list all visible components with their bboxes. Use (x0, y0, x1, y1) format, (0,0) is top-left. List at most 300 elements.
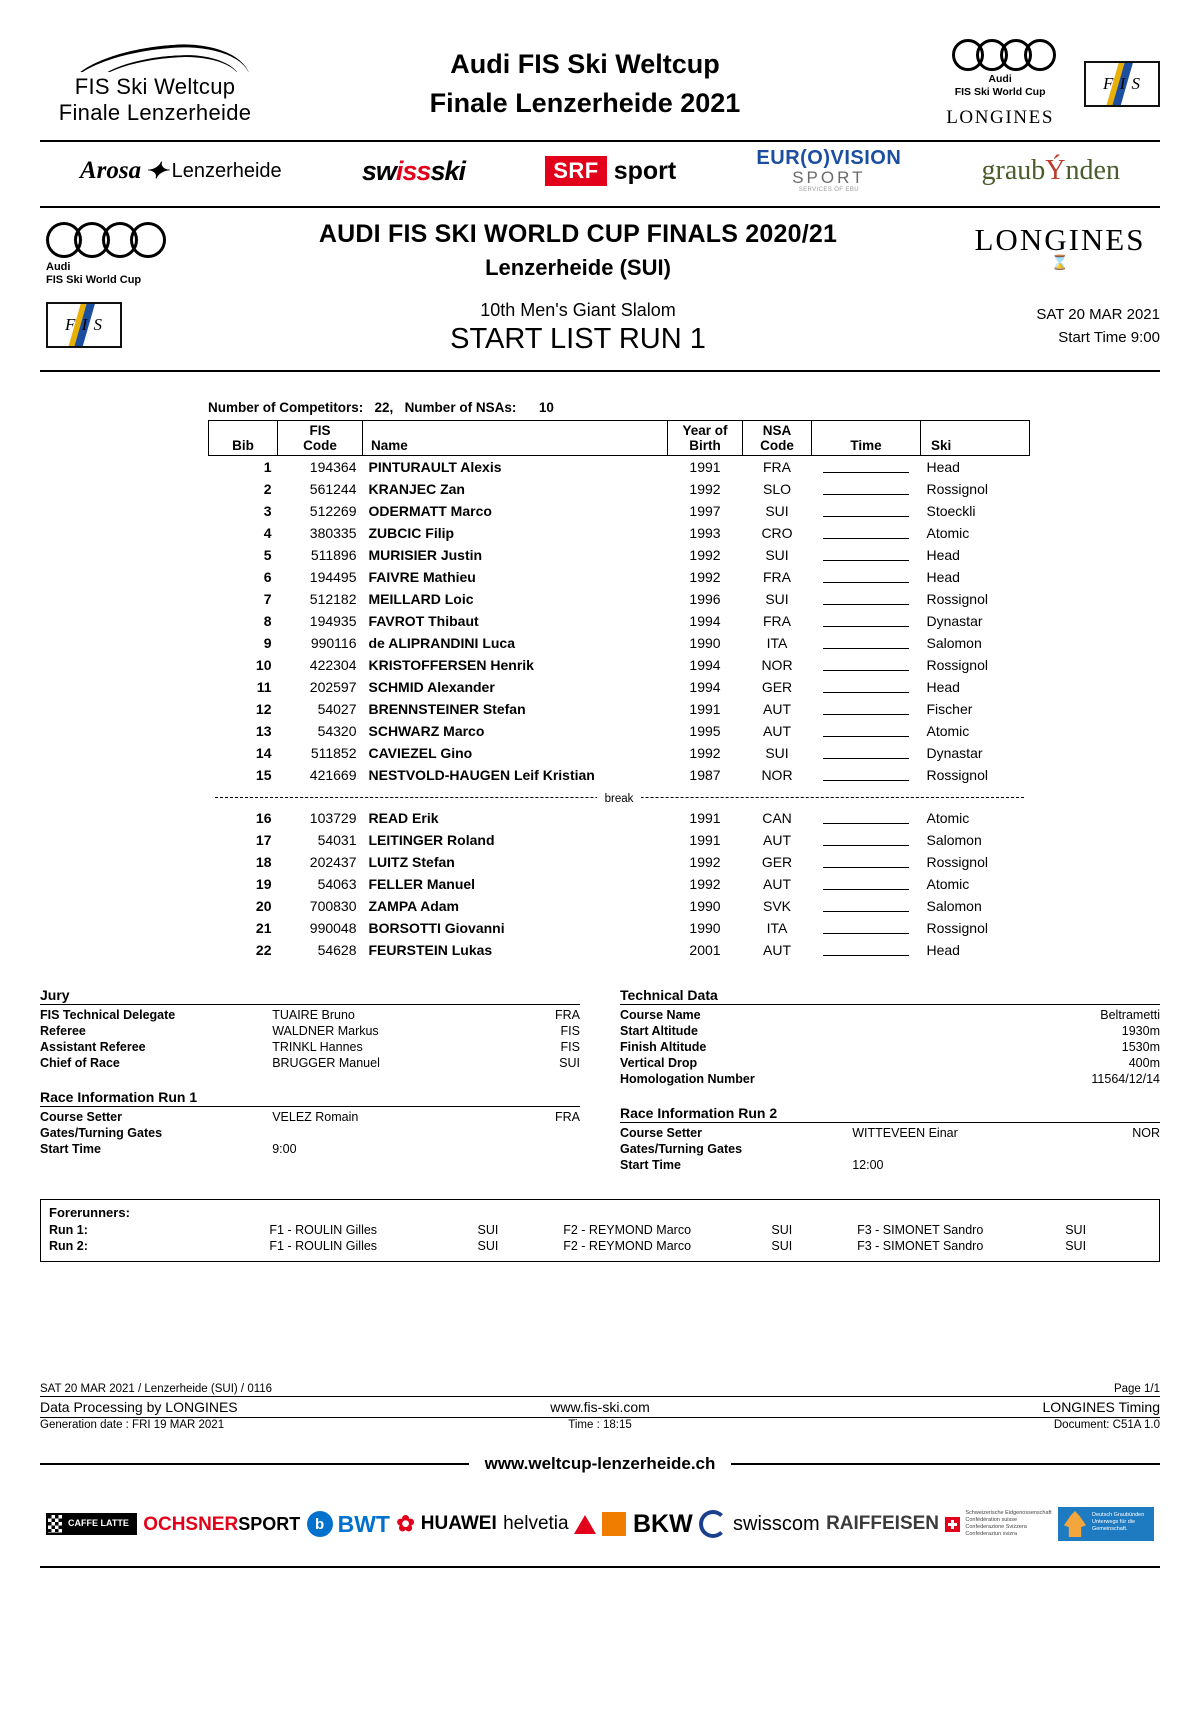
cell-fis-code: 54031 (317, 832, 357, 848)
race-subtitle-band (40, 300, 1160, 364)
th-nsa-l1: NSA (762, 423, 792, 438)
cell-nsa-code: ITA (766, 635, 788, 651)
forerunner-2-nation: SUI (771, 1239, 793, 1253)
time-write-line (823, 723, 909, 737)
race-info-run2-key: Start Time (620, 1158, 681, 1172)
cell-ski: Atomic (926, 525, 970, 541)
cell-nsa-code: NOR (761, 657, 793, 673)
document-footer (40, 1382, 1160, 1432)
ochsner-line-1: OCHSNER (143, 1513, 239, 1535)
swiss-confederation-logo (945, 1510, 1051, 1538)
forerunner-3-name: F3 - SIMONET Sandro (857, 1239, 984, 1253)
table-row (209, 873, 1030, 895)
break-divider (215, 789, 1024, 805)
audi-logo-band (40, 208, 196, 300)
race-name: 10th Men's Giant Slalom (480, 300, 676, 320)
jury-role: Chief of Race (40, 1056, 120, 1070)
cell-bib: 6 (263, 569, 272, 585)
footer-event-ref: SAT 20 MAR 2021 / Lenzerheide (SUI) / 0116 (40, 1383, 273, 1395)
cell-year-of-birth: 1990 (689, 920, 721, 936)
longines-logo-small: LONGINES (946, 106, 1054, 128)
cell-year-of-birth: 1994 (689, 679, 721, 695)
cell-name: de ALIPRANDINI Luca (368, 635, 515, 651)
race-info-run1-key: Gates/Turning Gates (40, 1126, 163, 1140)
cell-bib: 19 (255, 876, 272, 892)
time-write-line (823, 569, 909, 583)
raiffeisen-logo: RAIFFEISEN (826, 1513, 940, 1534)
cell-time (812, 544, 921, 566)
cell-name: FAVROT Thibaut (368, 613, 479, 629)
technical-data-table (620, 1007, 1160, 1087)
forerunner-row (49, 1222, 1151, 1238)
cell-year-of-birth: 1992 (689, 876, 721, 892)
th-fis-code-l1: FIS (309, 423, 331, 438)
cell-ski: Rossignol (926, 854, 988, 870)
race-start-time: Start Time 9:00 (1058, 328, 1160, 346)
jury-nation: FRA (555, 1008, 580, 1022)
race-info-run2-nation (1079, 1157, 1160, 1173)
cell-year-of-birth: 1990 (689, 898, 721, 914)
swissski-part-1: sw (361, 155, 396, 186)
cell-ski: Salomon (926, 635, 982, 651)
cell-nsa-code: AUT (763, 876, 791, 892)
time-write-line (823, 876, 909, 890)
race-info-run2-nation: NOR (1132, 1126, 1160, 1140)
table-row (209, 632, 1030, 654)
cell-nsa-code: SUI (765, 591, 789, 607)
technical-data-value: Beltrametti (1100, 1008, 1160, 1022)
nsas-label: Number of NSAs: (404, 400, 517, 415)
race-info-run2-row (620, 1125, 1160, 1141)
cell-time (812, 829, 921, 851)
cell-fis-code: 422304 (309, 657, 357, 673)
technical-data-row (620, 1039, 1160, 1055)
jury-role: Referee (40, 1024, 86, 1038)
cell-ski: Salomon (926, 898, 982, 914)
jury-nation: FIS (560, 1024, 580, 1038)
table-header (209, 421, 1030, 456)
gemeinschaft-line-2: Unterwegs für die (1091, 1518, 1136, 1525)
cell-fis-code: 194364 (309, 459, 357, 475)
cell-time (812, 720, 921, 742)
start-list-document (0, 34, 1200, 1732)
cell-nsa-code: AUT (763, 723, 791, 739)
swisscom-logo (699, 1510, 820, 1538)
cell-ski: Atomic (926, 723, 970, 739)
time-write-line (823, 459, 909, 473)
race-info-run2-value: WITTEVEEN Einar (852, 1126, 958, 1140)
footer-top-row (40, 1382, 1160, 1396)
cell-year-of-birth: 1991 (689, 701, 721, 717)
cell-bib: 8 (263, 613, 272, 629)
bkw-square-icon (602, 1512, 626, 1536)
cell-name: FEURSTEIN Lukas (368, 942, 493, 958)
table-row (209, 742, 1030, 764)
cell-time (812, 676, 921, 698)
cell-ski: Rossignol (926, 767, 988, 783)
header-divider-3 (40, 370, 1160, 372)
swissski-part-3: ski (430, 155, 465, 186)
helvetia-logo (503, 1513, 596, 1535)
cell-time (812, 610, 921, 632)
table-row (209, 895, 1030, 917)
event-title-line-1: Audi FIS Ski Weltcup (450, 48, 720, 79)
table-row (209, 676, 1030, 698)
cell-name: MURISIER Justin (368, 547, 483, 563)
footer-spacer (410, 1383, 791, 1395)
cell-ski: Dynastar (926, 745, 983, 761)
th-ski: Ski (921, 421, 1030, 456)
caffe-latte-text: CAFFE LATTE (68, 1518, 129, 1529)
event-title-block (270, 45, 900, 123)
table-row (209, 764, 1030, 786)
audi-caption-line-1: Audi (46, 260, 71, 273)
forerunner-1-nation: SUI (477, 1239, 499, 1253)
cell-bib: 3 (263, 503, 272, 519)
forerunner-run-label: Run 2: (49, 1239, 88, 1253)
helvetia-triangle-icon (574, 1515, 596, 1534)
cell-nsa-code: FRA (763, 569, 791, 585)
jury-title: Jury (40, 987, 580, 1005)
cell-time (812, 917, 921, 939)
race-info-run1-value: 9:00 (272, 1142, 297, 1156)
cell-name: LEITINGER Roland (368, 832, 495, 848)
cell-bib: 14 (255, 745, 272, 761)
gemeinschaft-line-3: Gemeinschaft. (1091, 1525, 1128, 1532)
race-info-run2-title: Race Information Run 2 (620, 1105, 1160, 1123)
swiss-conf-line-2: Confédération suisse (965, 1517, 1018, 1524)
cell-name: MEILLARD Loic (368, 591, 474, 607)
cell-fis-code: 380335 (309, 525, 357, 541)
race-info-run1-nation (499, 1125, 580, 1141)
forerunners-table (49, 1222, 1151, 1254)
swiss-conf-line-3: Confederazione Svizzera (965, 1524, 1027, 1530)
race-date-block (960, 300, 1160, 349)
table-row (209, 654, 1030, 676)
jury-name: BRUGGER Manuel (272, 1056, 380, 1070)
cell-nsa-code: SLO (762, 481, 791, 497)
jury-name: TRINKL Hannes (272, 1040, 363, 1054)
table-row (209, 851, 1030, 873)
cell-year-of-birth: 1992 (689, 481, 721, 497)
cell-ski: Atomic (926, 810, 970, 826)
time-write-line (823, 832, 909, 846)
technical-data-key: Start Altitude (620, 1024, 699, 1038)
arosa-text: Arosa (80, 157, 142, 184)
technical-data-key: Finish Altitude (620, 1040, 707, 1054)
ochsner-sport-logo (143, 1515, 300, 1534)
cell-fis-code: 54027 (317, 701, 357, 717)
race-info-run2-row (620, 1157, 1160, 1173)
jury-name: WALDNER Markus (272, 1024, 379, 1038)
bottom-divider (40, 1566, 1160, 1568)
cell-nsa-code: GER (761, 854, 793, 870)
cell-bib: 17 (255, 832, 272, 848)
start-list-table (208, 420, 1030, 961)
time-write-line (823, 745, 909, 759)
cell-nsa-code: AUT (763, 832, 791, 848)
time-write-line (823, 503, 909, 517)
audi-caption (46, 261, 141, 286)
cell-ski: Fischer (926, 701, 973, 717)
info-column-right (600, 987, 1160, 1191)
cell-name: FELLER Manuel (368, 876, 476, 892)
srf-sport-text: sport (613, 156, 677, 185)
url-rule-left (40, 1463, 469, 1465)
table-row (209, 544, 1030, 566)
cell-time (812, 698, 921, 720)
forerunner-1-nation: SUI (477, 1223, 499, 1237)
audi-caption (955, 73, 1046, 97)
cell-fis-code: 512269 (309, 503, 357, 519)
technical-data-box (620, 987, 1160, 1087)
cell-fis-code: 512182 (309, 591, 357, 607)
jury-row (40, 1055, 580, 1071)
time-write-line (823, 547, 909, 561)
race-info-run2-box (620, 1105, 1160, 1173)
footer-bottom-row (40, 1418, 1160, 1432)
bkw-logo (602, 1510, 693, 1539)
graubunden-part-2: nden (1065, 155, 1120, 186)
footer-page-number: Page 1/1 (1113, 1383, 1160, 1395)
race-info-run2-value (852, 1141, 1079, 1157)
cell-name: ZUBCIC Filip (368, 525, 455, 541)
race-info-run2-value: 12:00 (852, 1158, 884, 1172)
time-write-line (823, 920, 909, 934)
th-nsa-l2: Code (760, 438, 794, 453)
table-row (209, 917, 1030, 939)
cell-ski: Rossignol (926, 920, 988, 936)
jury-role: Assistant Referee (40, 1040, 146, 1054)
race-date: SAT 20 MAR 2021 (1036, 306, 1160, 323)
cell-year-of-birth: 1995 (689, 723, 721, 739)
jury-row (40, 1007, 580, 1023)
forerunner-1-name: F1 - ROULIN Gilles (269, 1239, 378, 1253)
bkw-text: BKW (632, 1509, 693, 1538)
cell-name: NESTVOLD-HAUGEN Leif Kristian (368, 767, 595, 783)
eurovision-line-1: EUR(O)VISION (756, 147, 902, 170)
audi-caption-line-1: Audi (988, 73, 1012, 86)
time-write-line (823, 810, 909, 824)
cell-name: READ Erik (368, 810, 439, 826)
race-info-run1-nation: FRA (555, 1110, 580, 1124)
technical-data-key: Vertical Drop (620, 1056, 698, 1070)
cell-bib: 21 (255, 920, 272, 936)
swiss-confederation-text (965, 1510, 1051, 1538)
cell-time (812, 764, 921, 786)
cell-time (812, 632, 921, 654)
th-yob-l1: Year of (682, 423, 728, 438)
race-info-run1-box (40, 1089, 580, 1157)
forerunner-3-name: F3 - SIMONET Sandro (857, 1223, 984, 1237)
table-row (209, 720, 1030, 742)
cell-year-of-birth: 1992 (689, 547, 721, 563)
technical-data-value: 400m (1128, 1056, 1160, 1070)
cell-time (812, 500, 921, 522)
cell-fis-code: 561244 (309, 481, 357, 497)
cell-nsa-code: SUI (765, 745, 789, 761)
cell-bib: 16 (255, 810, 272, 826)
eurovision-sport-logo (756, 148, 901, 193)
cell-fis-code: 194495 (309, 569, 357, 585)
th-name: Name (363, 421, 668, 456)
table-row (209, 478, 1030, 500)
footer-timing: LONGINES Timing (1042, 1399, 1160, 1415)
race-info-run2-key: Gates/Turning Gates (620, 1142, 743, 1156)
cell-name: FAIVRE Mathieu (368, 569, 476, 585)
cell-ski: Head (926, 547, 960, 563)
time-write-line (823, 701, 909, 715)
race-info-run2-nation (1079, 1141, 1160, 1157)
break-label: break (597, 793, 642, 805)
cell-name: SCHWARZ Marco (368, 723, 485, 739)
time-write-line (823, 942, 909, 956)
cell-ski: Dynastar (926, 613, 983, 629)
table-row (209, 456, 1030, 479)
cell-year-of-birth: 1993 (689, 525, 721, 541)
cell-ski: Rossignol (926, 591, 988, 607)
checker-pattern-icon (48, 1515, 62, 1533)
jury-box (40, 987, 580, 1071)
technical-data-value: 1930m (1121, 1024, 1160, 1038)
cell-name: LUITZ Stefan (368, 854, 455, 870)
jury-nation: FIS (560, 1040, 580, 1054)
swisscom-lifeform-icon (699, 1510, 727, 1538)
cell-ski: Salomon (926, 832, 982, 848)
race-info-run1-key: Start Time (40, 1142, 101, 1156)
cell-ski: Head (926, 569, 960, 585)
cell-time (812, 522, 921, 544)
swiss-conf-line-4: Confederaziun svizra (965, 1530, 1018, 1537)
cell-year-of-birth: 1991 (689, 810, 721, 826)
jury-role: FIS Technical Delegate (40, 1008, 176, 1022)
cell-bib: 10 (255, 657, 272, 673)
audi-caption-line-2: FIS Ski World Cup (954, 85, 1046, 98)
cell-ski: Atomic (926, 876, 970, 892)
race-info-run1-table (40, 1109, 580, 1157)
nsas-value: 10 (538, 400, 554, 415)
race-info-run1-row (40, 1141, 580, 1157)
cell-nsa-code: AUT (763, 942, 791, 958)
event-heading (196, 208, 960, 300)
cell-fis-code: 202437 (309, 854, 357, 870)
race-info-run2-key: Course Setter (620, 1126, 702, 1140)
time-write-line (823, 525, 909, 539)
cell-time (812, 873, 921, 895)
forerunner-2-nation: SUI (771, 1223, 793, 1237)
huawei-logo (396, 1511, 496, 1537)
forerunner-3-nation: SUI (1065, 1239, 1087, 1253)
th-fis-code (278, 421, 363, 456)
cell-fis-code: 54628 (317, 942, 357, 958)
logo-line-2: Finale Lenzerheide (58, 100, 252, 125)
cell-bib: 20 (255, 898, 272, 914)
cell-bib: 11 (256, 679, 272, 695)
cell-ski: Head (926, 942, 960, 958)
cell-ski: Stoeckli (926, 503, 976, 519)
fis-logo-icon (1084, 61, 1160, 107)
info-area (40, 987, 1160, 1191)
jury-table (40, 1007, 580, 1071)
event-heading-title: AUDI FIS SKI WORLD CUP FINALS 2020/21 (318, 220, 838, 248)
cell-bib: 13 (255, 723, 272, 739)
srf-sport-logo (545, 156, 676, 186)
swoosh-icon (60, 42, 250, 72)
cell-year-of-birth: 1992 (689, 854, 721, 870)
cell-time (812, 939, 921, 961)
cell-nsa-code: ITA (766, 920, 788, 936)
footer-data-processing: Data Processing by LONGINES (40, 1399, 238, 1415)
race-info-run1-row (40, 1109, 580, 1125)
cell-name: CAVIEZEL Gino (368, 745, 473, 761)
time-write-line (823, 635, 909, 649)
fis-ski-weltcup-logo (40, 42, 270, 126)
table-row (209, 698, 1030, 720)
competitor-counts (208, 400, 1160, 415)
table-row (209, 939, 1030, 961)
cell-name: ODERMATT Marco (368, 503, 492, 519)
forerunner-run-label: Run 1: (49, 1223, 88, 1237)
cell-nsa-code: GER (761, 679, 793, 695)
footer-website[interactable]: www.fis-ski.com (550, 1399, 650, 1415)
cell-year-of-birth: 1997 (689, 503, 721, 519)
cell-nsa-code: SUI (765, 547, 789, 563)
cell-name: KRISTOFFERSEN Henrik (368, 657, 534, 673)
bwt-text: BWT (337, 1510, 390, 1537)
time-write-line (823, 657, 909, 671)
document-header (40, 34, 1160, 134)
event-heading-venue: Lenzerheide (SUI) (485, 255, 671, 280)
swiss-cross-icon (945, 1517, 960, 1532)
time-write-line (823, 679, 909, 693)
huawei-petal-icon: ✿ (396, 1511, 415, 1536)
cell-bib: 2 (263, 481, 272, 497)
th-fis-code-l2: Code (303, 438, 337, 453)
technical-data-value: 1530m (1121, 1040, 1160, 1054)
cell-name: PINTURAULT Alexis (368, 459, 502, 475)
competitors-value: 22, (374, 400, 394, 415)
weltcup-url-band (40, 1454, 1160, 1474)
fis-mark-text: F I S (64, 315, 104, 334)
table-row (209, 829, 1030, 851)
footer-mid-row (40, 1396, 1160, 1418)
technical-data-key: Course Name (620, 1008, 701, 1022)
cell-year-of-birth: 1992 (689, 569, 721, 585)
audi-rings-icon (952, 39, 1048, 71)
time-write-line (823, 898, 909, 912)
cell-time (812, 742, 921, 764)
cell-fis-code: 54320 (317, 723, 357, 739)
swiss-ski-logo (362, 156, 465, 187)
race-info-run2-table (620, 1125, 1160, 1173)
huawei-text: HUAWEI (420, 1513, 497, 1534)
th-time: Time (812, 421, 921, 456)
weltcup-url[interactable]: www.weltcup-lenzerheide.ch (484, 1454, 716, 1473)
technical-data-key: Homologation Number (620, 1072, 755, 1086)
fis-logo-left (40, 300, 196, 348)
table-row (209, 522, 1030, 544)
time-write-line (823, 854, 909, 868)
cell-name: KRANJEC Zan (368, 481, 465, 497)
technical-data-row (620, 1071, 1160, 1087)
lenzerheide-text: Lenzerheide (171, 159, 282, 182)
info-column-left (40, 987, 600, 1191)
table-row (209, 610, 1030, 632)
fis-logo-icon (46, 302, 122, 348)
cell-year-of-birth: 1994 (689, 613, 721, 629)
cell-bib: 1 (263, 459, 272, 475)
race-info-run1-key: Course Setter (40, 1110, 122, 1124)
